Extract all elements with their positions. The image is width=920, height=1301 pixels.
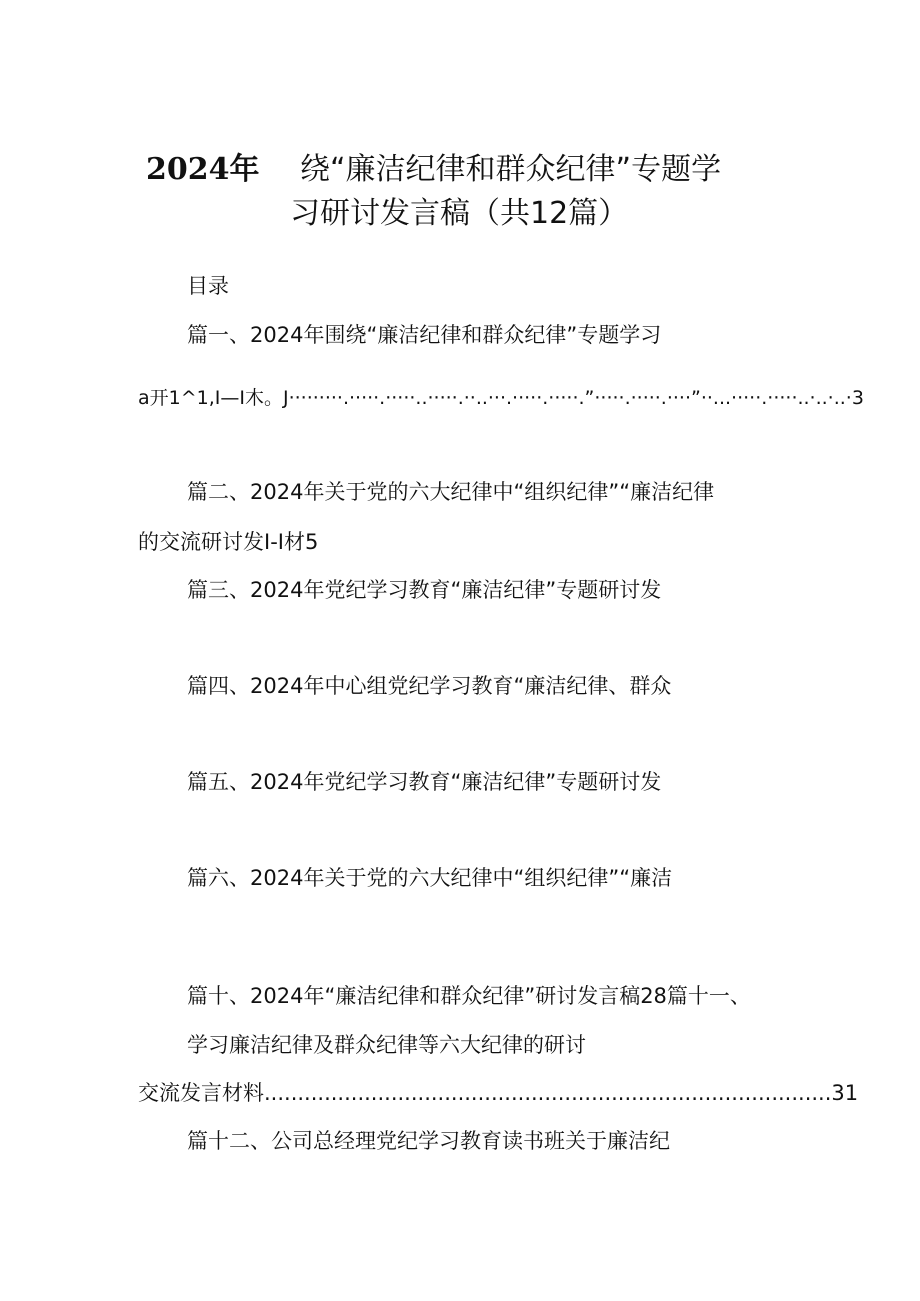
toc-entry-3[interactable]: 篇三、2024年党纪学习教育“廉洁纪律”专题研讨发 — [187, 578, 662, 602]
toc-entry-2[interactable]: 篇二、2024年关于党的六大纪律中“组织纪律”“廉洁纪律 — [187, 480, 715, 504]
toc-entry-5[interactable]: 篇五、2024年党纪学习教育“廉洁纪律”专题研讨发 — [187, 770, 662, 794]
toc-entry-11[interactable]: 学习廉洁纪律及群众纪律等六大纪律的研讨 — [187, 1033, 586, 1057]
toc-entry-12[interactable]: 篇十二、公司总经理党纪学习教育读书班关于廉洁纪 — [187, 1129, 670, 1153]
toc-entry-11-cont[interactable]: 交流发言材料.....................................................................................31 — [138, 1081, 859, 1105]
document-title-year: 2024年 — [146, 152, 260, 187]
document-title-line1: 绕“廉洁纪律和群众纪律”专题学 — [300, 152, 722, 187]
toc-entry-2-cont[interactable]: 的交流研讨发I-I材5 — [138, 530, 319, 554]
toc-entry-1-cont[interactable]: a开1^1,I—I木。J·········.·····.·····..·····.··..···.·····.·····.”·····.·····.····”··...·····.·····..·..·..·3 — [138, 387, 864, 409]
document-title-line2: 习研讨发言稿（共12篇） — [290, 196, 629, 231]
toc-heading: 目录 — [187, 274, 229, 298]
toc-entry-4[interactable]: 篇四、2024年中心组党纪学习教育“廉洁纪律、群众 — [187, 674, 672, 698]
toc-entry-10[interactable]: 篇十、2024年“廉洁纪律和群众纪律”研讨发言稿28篇十一、 — [187, 984, 751, 1008]
toc-entry-1[interactable]: 篇一、2024年围绕“廉洁纪律和群众纪律”专题学习 — [187, 323, 662, 347]
toc-entry-6[interactable]: 篇六、2024年关于党的六大纪律中“组织纪律”“廉洁 — [187, 866, 673, 890]
